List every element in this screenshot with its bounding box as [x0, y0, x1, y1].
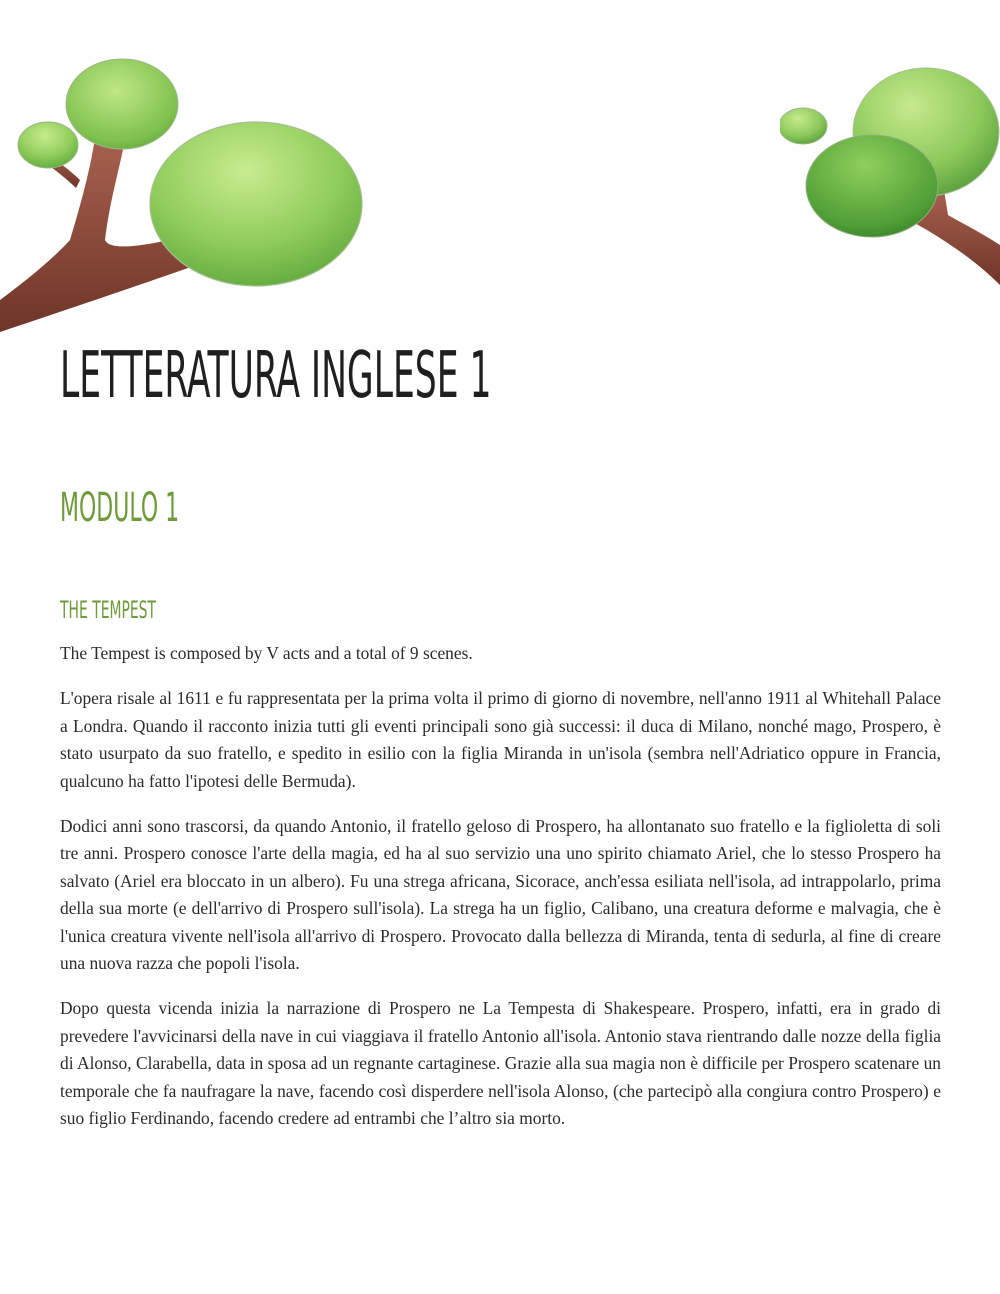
paragraph: L'opera risale al 1611 e fu rappresentata per la prima volta il primo di giorno di novembre, nell'anno 1911 al Whitehall Palace a Londra. Quando il racconto inizia tutti gli eventi principali sono già successi: il duca di Milano, nonché mago, Prospero, è stato usurpato da suo fratello, e spedito in esilio con la figlia Miranda in un'isola (sembra nell'Adriatico oppure in Francia, qualcuno ha fatto l'ipotesi delle Bermuda). [60, 688, 941, 791]
document-title: LETTERATURA INGLESE 1 [60, 339, 492, 413]
module-heading: MODULO 1 [60, 485, 180, 531]
paragraph: The Tempest is composed by V acts and a total of 9 scenes. [60, 643, 473, 663]
tree-illustration-right [780, 0, 1000, 300]
tree-illustration-left [0, 0, 380, 340]
document-body [60, 640, 941, 1151]
paragraph: Dopo questa vicenda inizia la narrazione di Prospero ne La Tempesta di Shakespeare. Prospero, infatti, era in grado di prevedere l'avvicinarsi della nave in cui viaggiava il fratello Antonio all'isola. Antonio stava rientrando dalle nozze della figlia di Alonso, Clarabella, data in sposa ad un regnante cartaginese. Grazie alla sua magia non è difficile per Prospero scatenare un temporale che fa naufragare la nave, facendo così disperdere nell'isola Alonso, (che partecipò alla congiura contro Prospero) e suo figlio Ferdinando, facendo credere ad entrambi che l’altro sia morto. [60, 998, 941, 1129]
section-heading: THE TEMPEST [60, 596, 157, 624]
paragraph: Dodici anni sono trascorsi, da quando Antonio, il fratello geloso di Prospero, ha allontanato suo fratello e la figlioletta di soli tre anni. Prospero conosce l'arte della magia, ed ha al suo servizio una uno spirito chiamato Ariel, che lo stesso Prospero ha salvato (Ariel era bloccato in un albero). Fu una strega africana, Sicorace, anch'essa esiliata nell'isola, ad intrappolarlo, prima della sua morte (e dell'arrivo di Prospero sull'isola). La strega ha un figlio, Calibano, una creatura deforme e malvagia, che è l'unica creatura vivente nell'isola all'arrivo di Prospero. Provocato dalla bellezza di Miranda, tenta di sedurla, al fine di creare una nuova razza che popoli l'isola. [60, 816, 941, 974]
